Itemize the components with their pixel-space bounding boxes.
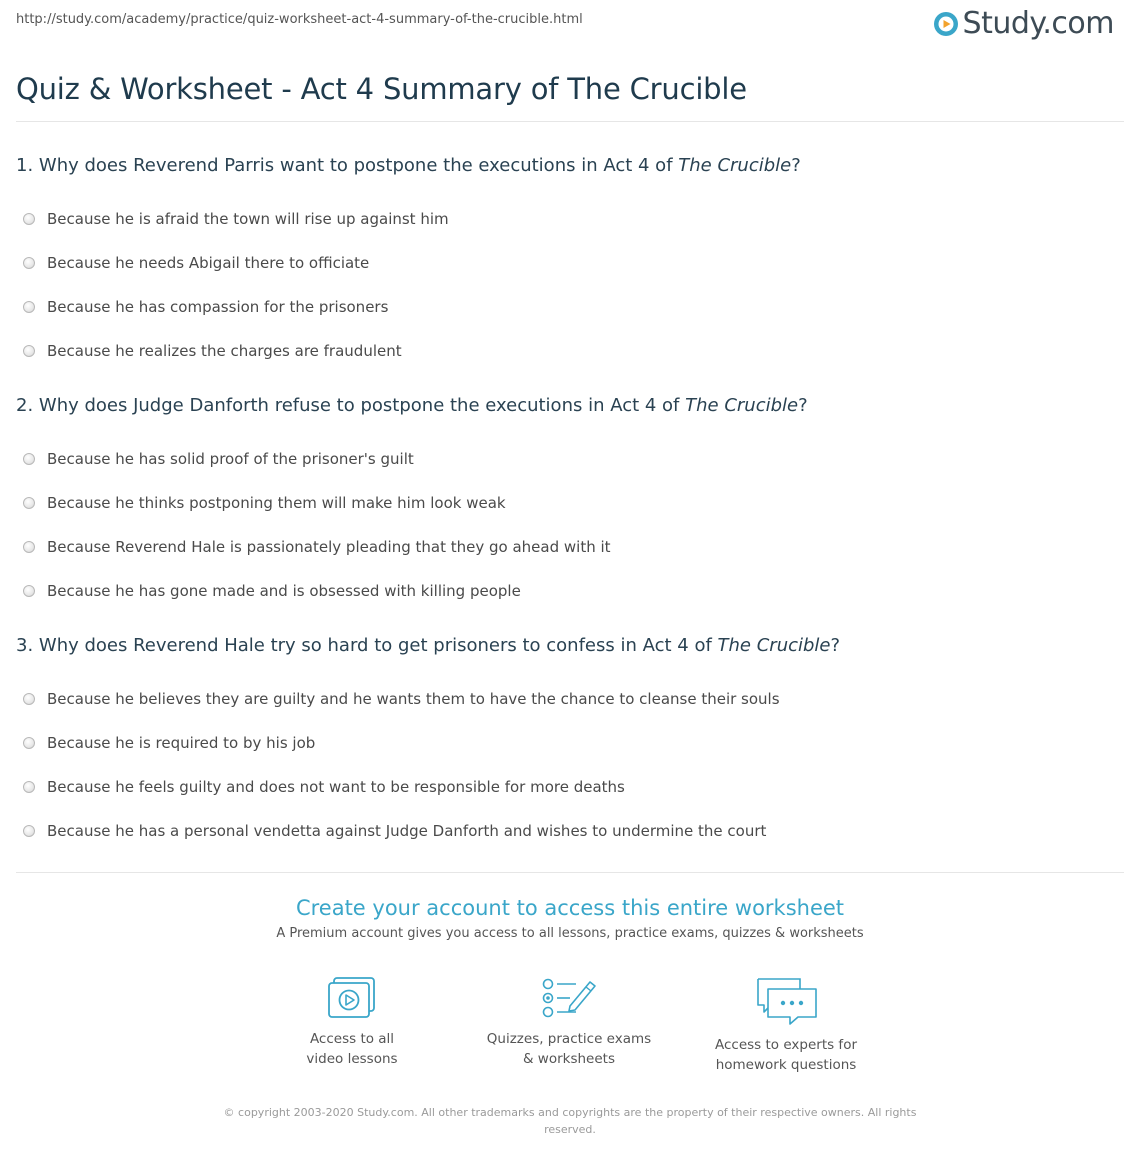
radio-button[interactable] [23, 541, 35, 553]
answer-label: Because he has solid proof of the prisoner's guilt [47, 450, 414, 468]
radio-button[interactable] [23, 301, 35, 313]
answer-option[interactable] [16, 677, 1126, 721]
answer-label: Because he feels guilty and does not want to be responsible for more deaths [47, 778, 625, 796]
top-bar [0, 0, 1140, 48]
logo-text: Study.com [962, 6, 1114, 41]
radio-button[interactable] [23, 693, 35, 705]
radio-button[interactable] [23, 825, 35, 837]
question-text: 3. Why does Reverend Hale try so hard to get prisoners to confess in Act 4 of The Crucible? [16, 635, 841, 656]
answer-option[interactable] [16, 481, 1126, 525]
create-account-link[interactable]: Create your account to access this entire worksheet [295, 896, 845, 920]
title-divider [16, 121, 1124, 122]
answer-option[interactable] [16, 197, 1126, 241]
answer-list [16, 437, 1126, 613]
page-url: http://study.com/academy/practice/quiz-worksheet-act-4-summary-of-the-crucible.html [16, 12, 583, 27]
answer-option[interactable] [16, 437, 1126, 481]
question-2 [16, 395, 1126, 613]
feature-label: Access to all video lessons [306, 1031, 398, 1067]
radio-button[interactable] [23, 497, 35, 509]
answer-label: Because he has gone made and is obsessed with killing people [47, 582, 521, 600]
cta-subtitle: A Premium account gives you access to all lessons, practice exams, quizzes & worksheets [276, 926, 864, 941]
study-com-logo[interactable] [933, 6, 1114, 41]
answer-label: Because he is required to by his job [47, 734, 316, 752]
answer-option[interactable] [16, 809, 1126, 853]
copyright-footer: © copyright 2003-2020 Study.com. All other trademarks and copyrights are the property of their respective owners. All rights reserved. [223, 1106, 917, 1136]
page-title: Quiz & Worksheet - Act 4 Summary of The Crucible [16, 72, 747, 106]
answer-label: Because he thinks postponing them will make him look weak [47, 494, 506, 512]
answer-option[interactable] [16, 569, 1126, 613]
radio-button[interactable] [23, 213, 35, 225]
radio-button[interactable] [23, 585, 35, 597]
radio-button[interactable] [23, 781, 35, 793]
answer-label: Because he believes they are guilty and he wants them to have the chance to cleanse their souls [47, 690, 780, 708]
answer-option[interactable] [16, 721, 1126, 765]
question-1 [16, 155, 1126, 373]
answer-option[interactable] [16, 765, 1126, 809]
question-3 [16, 635, 1126, 853]
answer-label: Because he is afraid the town will rise up against him [47, 210, 449, 228]
feature-label: Access to experts for homework questions [714, 1037, 857, 1073]
answer-label: Because he needs Abigail there to officiate [47, 254, 370, 272]
chat-bubbles-icon [686, 975, 886, 1027]
answer-option[interactable] [16, 241, 1126, 285]
answer-list [16, 197, 1126, 373]
answer-option[interactable] [16, 285, 1126, 329]
answer-list [16, 677, 1126, 853]
feature-experts [686, 975, 886, 1075]
play-logo-icon [933, 11, 959, 37]
answer-option[interactable] [16, 525, 1126, 569]
question-text: 2. Why does Judge Danforth refuse to postpone the executions in Act 4 of The Crucible? [16, 395, 808, 416]
radio-button[interactable] [23, 453, 35, 465]
radio-button[interactable] [23, 345, 35, 357]
quiz-checklist-icon [469, 975, 669, 1021]
video-lessons-icon [252, 975, 452, 1021]
feature-video-lessons [252, 975, 452, 1069]
answer-label: Because Reverend Hale is passionately pleading that they go ahead with it [47, 538, 611, 556]
cta-divider [16, 872, 1124, 873]
feature-quizzes [469, 975, 669, 1069]
answer-label: Because he realizes the charges are fraudulent [47, 342, 402, 360]
feature-label: Quizzes, practice exams & worksheets [486, 1031, 652, 1067]
radio-button[interactable] [23, 737, 35, 749]
answer-label: Because he has compassion for the prisoners [47, 298, 389, 316]
answer-label: Because he has a personal vendetta against Judge Danforth and wishes to undermine the court [47, 822, 767, 840]
question-text: 1. Why does Reverend Parris want to postpone the executions in Act 4 of The Crucible? [16, 155, 801, 176]
radio-button[interactable] [23, 257, 35, 269]
answer-option[interactable] [16, 329, 1126, 373]
